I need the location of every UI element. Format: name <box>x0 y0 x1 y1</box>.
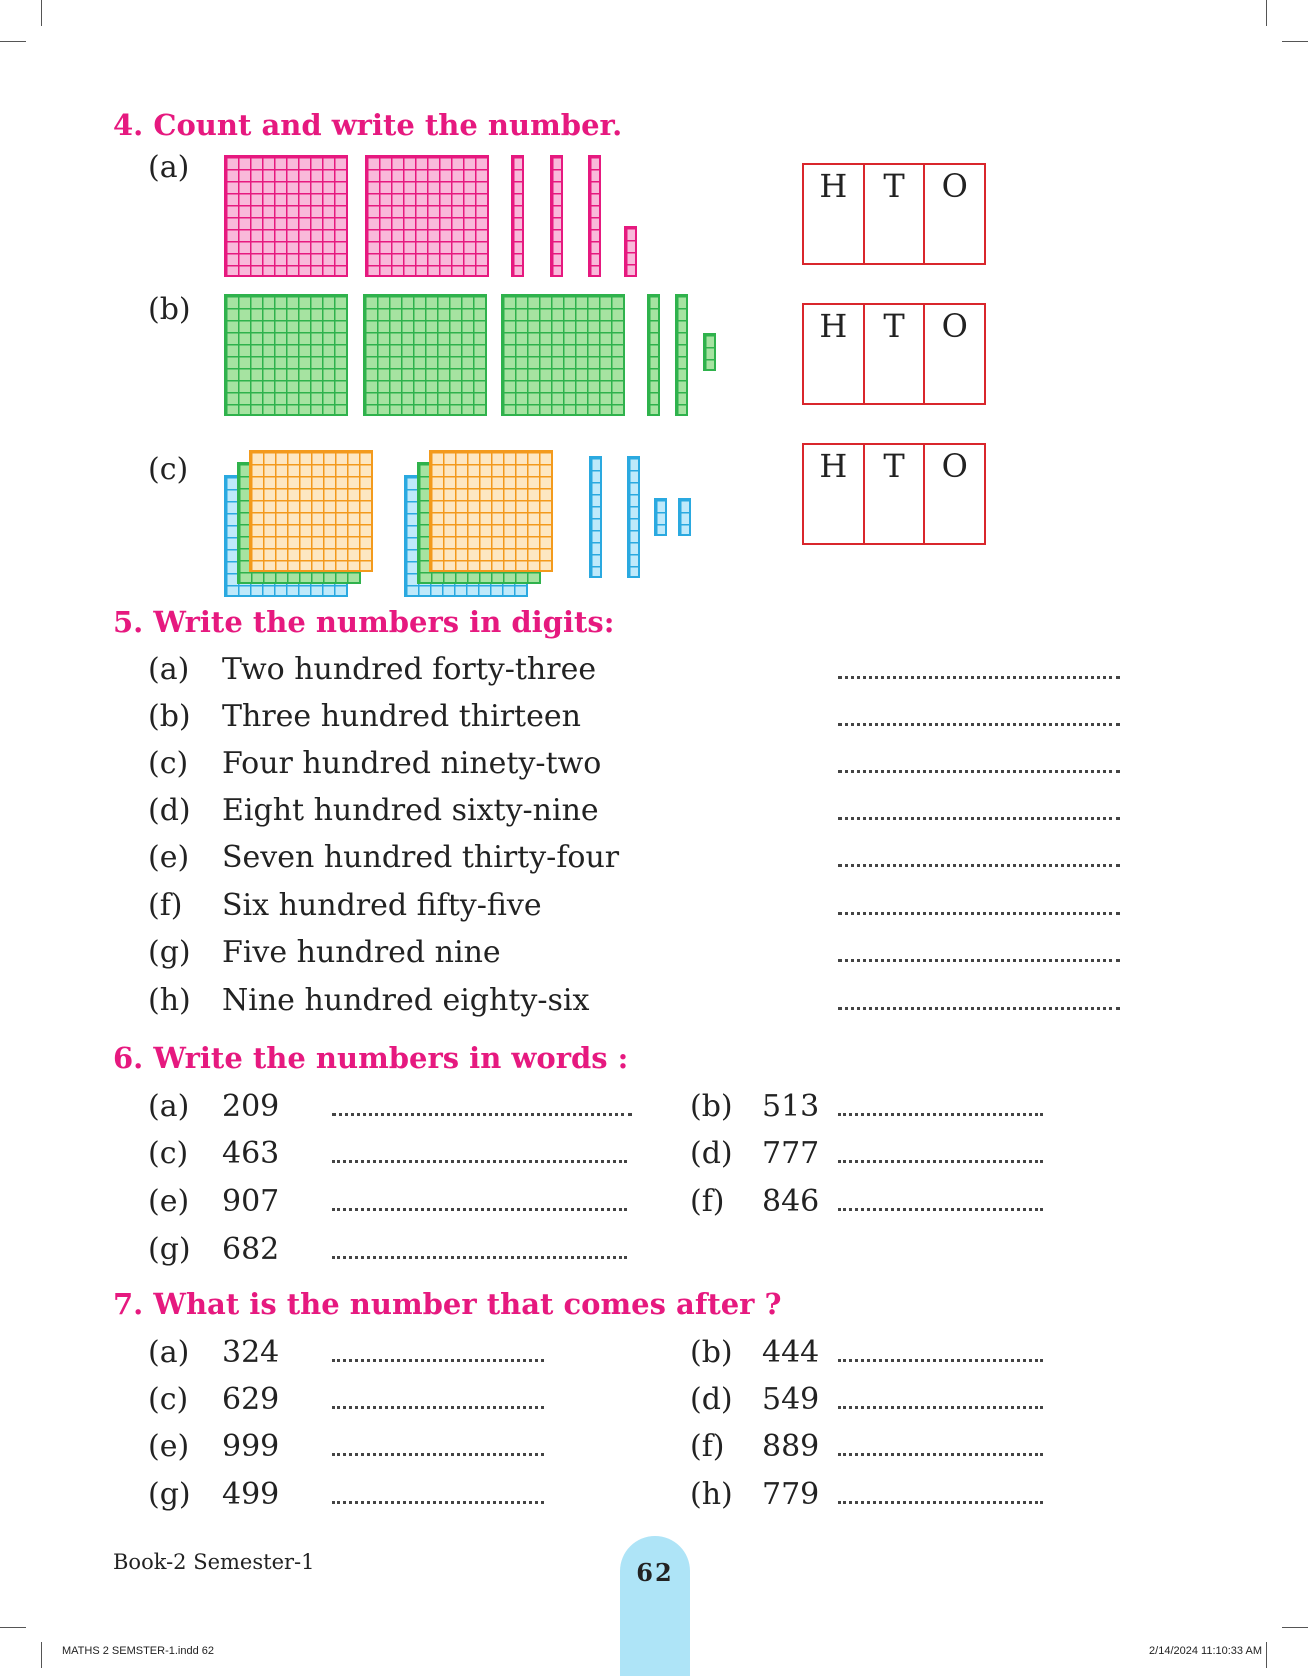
answer-line[interactable] <box>838 1208 1043 1211</box>
q6-label-g: (g) <box>148 1232 191 1267</box>
crop-mark <box>41 1642 42 1668</box>
q7-number-c: 629 <box>222 1382 280 1417</box>
ten-rod <box>647 294 660 416</box>
q6-label-c: (c) <box>148 1136 189 1171</box>
page-number: 62 <box>636 1558 674 1587</box>
answer-line[interactable] <box>332 1359 544 1362</box>
answer-line[interactable] <box>838 1359 1043 1362</box>
q6-number-a: 209 <box>222 1089 280 1124</box>
answer-line[interactable] <box>838 1406 1043 1409</box>
q5-text-b: Three hundred thirteen <box>222 699 581 734</box>
answer-line[interactable] <box>332 1113 632 1116</box>
hto-header: T <box>883 447 905 485</box>
q7-number-e: 999 <box>222 1429 280 1464</box>
ones-cell[interactable] <box>925 305 984 403</box>
tens-cell[interactable] <box>865 445 926 543</box>
ten-rod <box>627 456 640 578</box>
hto-header: O <box>941 307 968 345</box>
q7-label-b: (b) <box>690 1335 733 1370</box>
answer-line[interactable] <box>838 912 1120 915</box>
q5-text-g: Five hundred nine <box>222 935 501 970</box>
ones-cell[interactable] <box>925 165 984 263</box>
hundred-block <box>224 294 348 416</box>
hundred-block <box>501 294 625 416</box>
answer-line[interactable] <box>838 723 1120 726</box>
ones-cubes <box>703 333 716 371</box>
q7-number-h: 779 <box>762 1477 820 1512</box>
hto-header: H <box>819 447 848 485</box>
q5-text-h: Nine hundred eighty-six <box>222 983 590 1018</box>
hundred-block <box>365 155 489 277</box>
answer-line[interactable] <box>838 1501 1043 1504</box>
tens-cell[interactable] <box>865 165 926 263</box>
q7-heading: 7. What is the number that comes after ? <box>113 1287 782 1321</box>
q6-label-e: (e) <box>148 1184 190 1219</box>
ten-rod <box>589 456 602 578</box>
answer-line[interactable] <box>838 817 1120 820</box>
hto-header: T <box>883 307 905 345</box>
ones-cell[interactable] <box>925 445 984 543</box>
q7-label-a: (a) <box>148 1335 190 1370</box>
hto-header: H <box>819 307 848 345</box>
hundred-block <box>249 450 373 572</box>
q6-number-f: 846 <box>762 1184 820 1219</box>
crop-mark <box>1266 1642 1267 1668</box>
q5-label-b: (b) <box>148 699 191 734</box>
q7-number-g: 499 <box>222 1477 280 1512</box>
q5-label-d: (d) <box>148 793 191 828</box>
hundred-block <box>429 450 553 572</box>
hundred-block <box>224 155 348 277</box>
hto-box-b[interactable] <box>802 303 986 405</box>
answer-line[interactable] <box>838 1160 1043 1163</box>
crop-mark <box>1282 1627 1308 1628</box>
q5-heading: 5. Write the numbers in digits: <box>113 605 615 639</box>
q7-number-a: 324 <box>222 1335 280 1370</box>
q5-text-a: Two hundred forty-three <box>222 652 597 687</box>
answer-line[interactable] <box>838 770 1120 773</box>
q7-number-b: 444 <box>762 1335 820 1370</box>
q4-part-a-label: (a) <box>148 150 190 185</box>
hto-box-c[interactable] <box>802 443 986 545</box>
ten-rod <box>550 155 563 277</box>
answer-line[interactable] <box>332 1208 627 1211</box>
tens-cell[interactable] <box>865 305 926 403</box>
q6-heading: 6. Write the numbers in words : <box>113 1041 629 1075</box>
hto-header: O <box>941 167 968 205</box>
q5-label-f: (f) <box>148 888 183 923</box>
hto-header: T <box>883 167 905 205</box>
q7-label-g: (g) <box>148 1477 191 1512</box>
q4-part-c-label: (c) <box>148 452 189 487</box>
q5-label-e: (e) <box>148 840 190 875</box>
q5-label-h: (h) <box>148 983 191 1018</box>
q6-number-e: 907 <box>222 1184 280 1219</box>
answer-line[interactable] <box>838 676 1120 679</box>
q7-label-f: (f) <box>690 1429 725 1464</box>
q7-number-f: 889 <box>762 1429 820 1464</box>
answer-line[interactable] <box>838 959 1120 962</box>
ten-rod <box>511 155 524 277</box>
crop-mark <box>1282 41 1308 42</box>
answer-line[interactable] <box>332 1453 544 1456</box>
q6-number-g: 682 <box>222 1232 280 1267</box>
print-slug-left: MATHS 2 SEMSTER-1.indd 62 <box>62 1645 215 1657</box>
answer-line[interactable] <box>332 1256 627 1259</box>
q4-part-b-label: (b) <box>148 292 191 327</box>
crop-mark <box>0 41 26 42</box>
q7-label-e: (e) <box>148 1429 190 1464</box>
hundreds-cell[interactable] <box>804 305 865 403</box>
page-number-tab <box>620 1536 690 1676</box>
q5-text-d: Eight hundred sixty-nine <box>222 793 599 828</box>
q5-text-c: Four hundred ninety-two <box>222 746 602 781</box>
q4-heading: 4. Count and write the number. <box>113 108 623 142</box>
q7-number-d: 549 <box>762 1382 820 1417</box>
answer-line[interactable] <box>332 1406 544 1409</box>
answer-line[interactable] <box>332 1160 627 1163</box>
q6-number-d: 777 <box>762 1136 820 1171</box>
answer-line[interactable] <box>838 1453 1043 1456</box>
q6-label-d: (d) <box>690 1136 733 1171</box>
ones-cubes <box>624 226 637 277</box>
q7-label-d: (d) <box>690 1382 733 1417</box>
q5-label-g: (g) <box>148 935 191 970</box>
answer-line[interactable] <box>332 1501 544 1504</box>
book-label: Book-2 Semester-1 <box>113 1550 315 1574</box>
q6-number-b: 513 <box>762 1089 820 1124</box>
crop-mark <box>41 0 42 26</box>
hto-header: H <box>819 167 848 205</box>
q6-number-c: 463 <box>222 1136 280 1171</box>
answer-line[interactable] <box>838 1007 1120 1010</box>
q5-label-c: (c) <box>148 746 189 781</box>
hto-header: O <box>941 447 968 485</box>
crop-mark <box>0 1627 26 1628</box>
hundred-block <box>363 294 487 416</box>
hundreds-cell[interactable] <box>804 445 865 543</box>
q5-text-e: Seven hundred thirty-four <box>222 840 620 875</box>
q5-label-a: (a) <box>148 652 190 687</box>
ten-rod <box>675 294 688 416</box>
q5-text-f: Six hundred fifty-five <box>222 888 542 923</box>
q6-label-f: (f) <box>690 1184 725 1219</box>
ones-cubes <box>654 498 667 536</box>
answer-line[interactable] <box>838 864 1120 867</box>
hundreds-cell[interactable] <box>804 165 865 263</box>
crop-mark <box>1266 0 1267 26</box>
ten-rod <box>588 155 601 277</box>
q6-label-a: (a) <box>148 1089 190 1124</box>
q6-label-b: (b) <box>690 1089 733 1124</box>
q7-label-h: (h) <box>690 1477 733 1512</box>
ones-cubes <box>678 498 691 536</box>
q7-label-c: (c) <box>148 1382 189 1417</box>
print-slug-right: 2/14/2024 11:10:33 AM <box>1149 1645 1262 1657</box>
answer-line[interactable] <box>838 1113 1043 1116</box>
hto-box-a[interactable] <box>802 163 986 265</box>
